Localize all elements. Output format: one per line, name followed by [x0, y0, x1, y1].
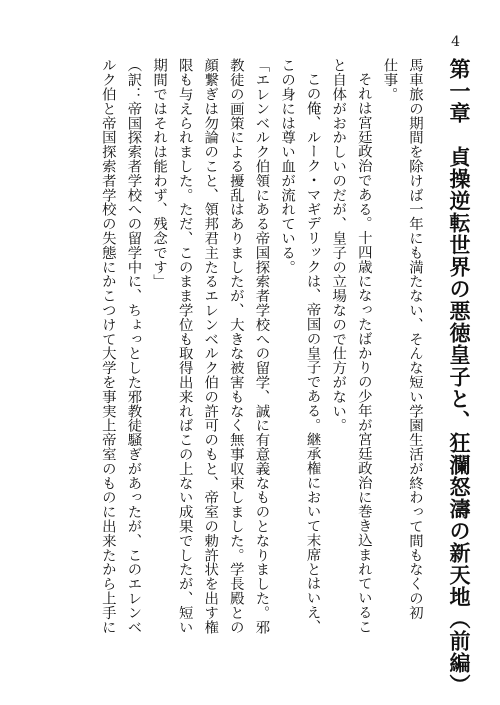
text-column-10: 限も与えられました。ただ、このまま学位も取得出来ればこの上ない成果でしたが、短い [176, 58, 193, 634]
text-column-4: と自体がおかしいのだが、皇子の立場なので仕方がない。 [330, 58, 347, 433]
chapter-title: 第一章 貞操逆転世界の悪徳皇子と、狂瀾怒濤の新天地（前編） [447, 58, 472, 696]
text-column-12: （訳：帝国探索者学校への留学中に、ちょっとした邪教徒騒ぎがあったが、このエレンベ [125, 58, 142, 634]
text-column-9: 顔繋ぎは勿論のこと、領邦君主たるエレンベルク伯の許可のもと、帝室の勅許状を出す権 [202, 58, 219, 634]
text-column-8: 教徒の画策による擾乱はありましたが、大きな被害もなく無事収束しました。学長殿との [227, 58, 244, 634]
text-column-11: 期間ではそれは能わず、残念です」 [151, 58, 168, 289]
text-column-3: それは宮廷政治である。十四歳になったばかりの少年が宮廷政治に巻き込まれているこ [355, 72, 372, 634]
text-column-7: 「エレンベルク伯領にある帝国探索者学校への留学、誠に有意義なものとなりました。邪 [253, 58, 270, 634]
text-column-1: 馬車旅の期間を除けば一年にも満たない、そんな短い学園生活が終わって間もなくの初 [407, 58, 423, 620]
text-column-2: 仕事。 [381, 58, 398, 102]
text-column-13: ルク伯と帝国探索者学校の失態にかこつけて大学を事実上帝室のものに出来たから上手に [99, 58, 116, 634]
vertical-text-block [94, 58, 472, 696]
page-number: 4 [451, 34, 460, 50]
text-column-5: この俺、ルーク・マギデリックは、帝国の皇子である。継承権において末席とはいえ、 [304, 72, 321, 634]
text-column-6: この身には尊い血が流れている。 [279, 58, 296, 274]
